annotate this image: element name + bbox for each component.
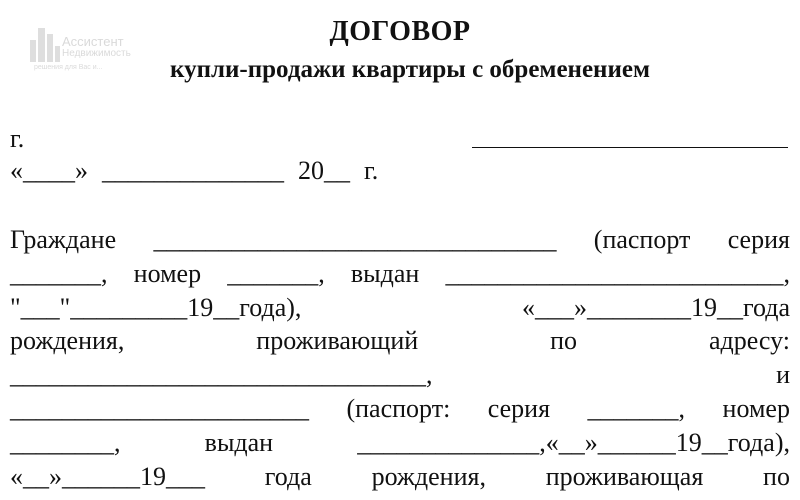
body-blank: _______, bbox=[10, 259, 108, 288]
body-blank: ______________,«__»______19__года), bbox=[357, 428, 790, 457]
body-word: номер bbox=[722, 394, 790, 423]
body-line-8 bbox=[10, 462, 790, 492]
body-word: выдан bbox=[204, 428, 274, 457]
body-line-7 bbox=[10, 428, 790, 458]
body-word: «___»________19__года bbox=[521, 293, 790, 322]
body-word: серия bbox=[727, 225, 790, 254]
body-word: номер bbox=[133, 259, 202, 288]
body-word: года bbox=[264, 462, 312, 491]
body-word: по bbox=[550, 326, 578, 355]
date-month: ______________ bbox=[102, 156, 284, 185]
body-line-6 bbox=[10, 394, 790, 424]
document-title: ДОГОВОР bbox=[329, 16, 471, 47]
city-prefix: г. bbox=[10, 124, 25, 153]
body-word: "___"_________19__года), bbox=[10, 293, 302, 322]
body-word: (паспорт bbox=[593, 225, 691, 254]
date-line bbox=[10, 156, 790, 186]
city-blank[interactable] bbox=[472, 147, 788, 148]
body-blank: ________________________________, bbox=[10, 360, 433, 389]
body-blank: _______, bbox=[587, 394, 686, 423]
body-word: рождения, bbox=[371, 462, 486, 491]
body-line-1 bbox=[10, 225, 790, 255]
date-suffix: г. bbox=[364, 156, 379, 185]
document-subtitle: купли-продажи квартиры с обременением bbox=[170, 56, 650, 83]
body-word: выдан bbox=[350, 259, 420, 288]
watermark-line2: Недвижимость bbox=[62, 48, 131, 59]
body-line-2 bbox=[10, 259, 790, 289]
body-line-4 bbox=[10, 326, 790, 356]
body-word: Граждане bbox=[10, 225, 117, 254]
body-blank: __________________________, bbox=[445, 259, 790, 288]
body-word: серия bbox=[487, 394, 551, 423]
body-word: (паспорт: bbox=[346, 394, 451, 423]
body-line-5 bbox=[10, 360, 790, 390]
body-word: проживающий bbox=[256, 326, 419, 355]
date-day: «____» bbox=[10, 156, 88, 185]
date-year: 20__ bbox=[298, 156, 350, 185]
body-blank: _______________________________ bbox=[153, 225, 557, 254]
body-blank: ________, bbox=[10, 428, 121, 457]
body-word: проживающая bbox=[545, 462, 704, 491]
body-line-3 bbox=[10, 293, 790, 323]
city-line bbox=[10, 124, 790, 154]
body-word: и bbox=[776, 360, 790, 389]
watermark-line3: решения для Вас и... bbox=[34, 64, 103, 71]
body-word: «__»______19___ bbox=[10, 462, 205, 491]
body-word: по bbox=[763, 462, 790, 491]
body-word: адресу: bbox=[708, 326, 790, 355]
body-word: рождения, bbox=[10, 326, 125, 355]
body-blank: _______________________ bbox=[10, 394, 309, 423]
watermark-name: Ассистент bbox=[62, 34, 124, 49]
body-blank: _______, bbox=[227, 259, 325, 288]
